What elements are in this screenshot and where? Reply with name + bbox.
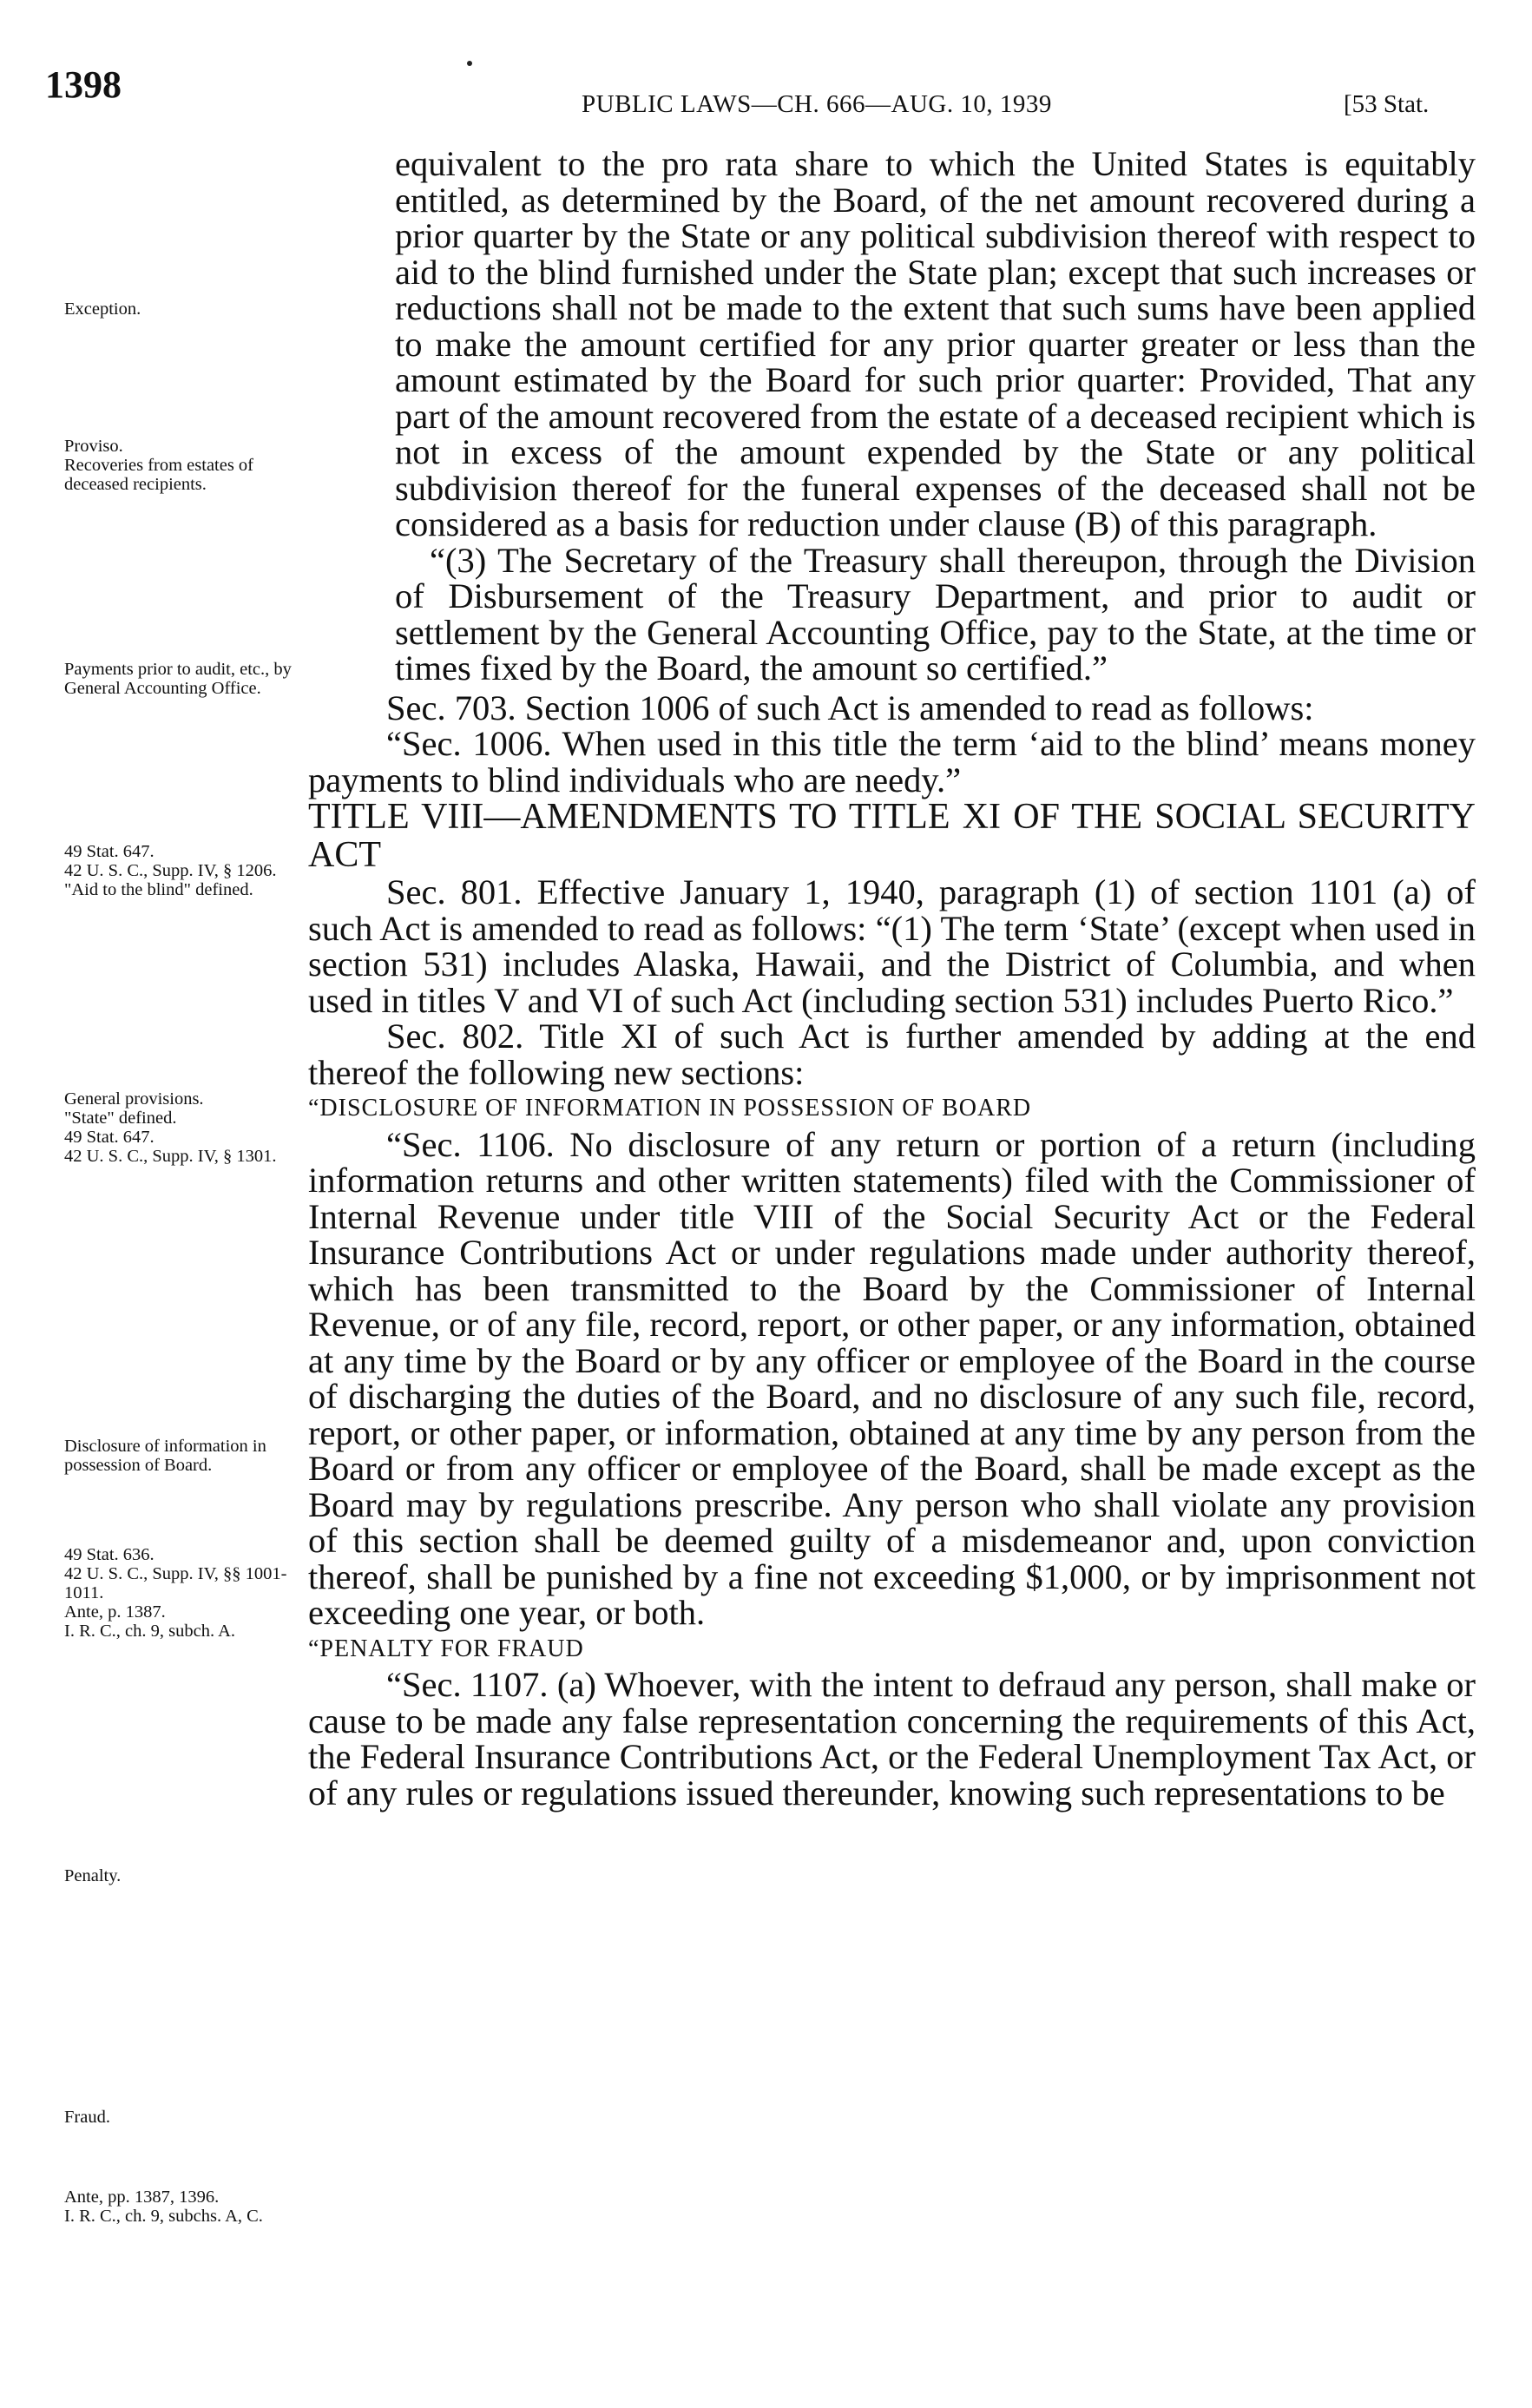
paragraph-sec-703: Sec. 703. Section 1006 of such Act is amended to read as follows: <box>386 688 1314 727</box>
main-text-column <box>308 146 1476 1811</box>
page-marker-dot <box>467 61 472 66</box>
paragraph-sec-1107: “Sec. 1107. (a) Whoever, with the intent to defraud any person, shall make or cause to be made any false representation concerning the requirements of this Act, the Federal Insurance Contributions Act, or the Federal Unemployment Tax Act, or of any rules or regulations issued thereunder, knowing such representations to be <box>308 1665 1476 1813</box>
margin-note-proviso: Proviso. Recoveries from estates of deceased recipients. <box>64 437 254 494</box>
margin-note-aid-to-blind: 49 Stat. 647. 42 U. S. C., Supp. IV, § 1206. "Aid to the blind" defined. <box>64 842 277 899</box>
subheading-disclosure: “DISCLOSURE OF INFORMATION IN POSSESSION OF BOARD <box>308 1095 1032 1122</box>
volume-reference: [53 Stat. <box>1344 90 1430 118</box>
page-number: 1398 <box>45 63 122 106</box>
paragraph-continuation: equivalent to the pro rata share to which the United States is equitably entitled, as determined by the Board, of the net amount recovered during a prior quarter by the State or any political subdivision thereof with respect to aid to the blind furnished under the State plan; except that such increases or reductions shall not be made to the extent that such sums have been applied to make the amount certified for any prior quarter greater or less than the amount estimated by the Board for such prior quarter: Provided, That any part of the amount recovered from the estate of a deceased recipient which is not in excess of the amount expended by the State or any political subdivision thereof for the funeral expenses of the deceased shall not be considered as a basis for reduction under clause (B) of this paragraph. <box>395 144 1476 543</box>
paragraph-sec-801: Sec. 801. Effective January 1, 1940, paragraph (1) of section 1101 (a) of such Act is amended to read as follows: “(1) The term ‘State’ (except when used in section 531) includes Alaska, Hawaii, and the District of Columbia, and when used in titles V and VI of such Act (including section 531) includes Puerto Rico.” <box>308 872 1476 1020</box>
paragraph-sec-1106: “Sec. 1106. No disclosure of any return or portion of a return (including information returns and other written statements) filed with the Commissioner of Internal Revenue under title VIII of the Social Security Act or the Federal Insurance Contributions Act or under regulations made under authority thereof, which has been transmitted to the Board by the Commissioner of Internal Revenue, or of any file, record, report, or other paper, or any information, obtained at any time by the Board or by any officer or employee of the Board in the course of discharging the duties of the Board, and no disclosure of any such file, record, report, or other paper, or information, obtained at any time by any person from the Board or from any officer or employee of the Board, shall be made except as the Board may by regulations prescribe. Any person who shall violate any provision of this section shall be deemed guilty of a misdemeanor and, upon conviction thereof, shall be punished by a fine not exceeding $1,000, or by imprisonment not exceeding one year, or both. <box>308 1124 1476 1632</box>
margin-note-ante: Ante, pp. 1387, 1396. I. R. C., ch. 9, subchs. A, C. <box>64 2188 263 2226</box>
margin-note-disclosure: Disclosure of information in possession of Board. <box>64 1437 266 1475</box>
margin-note-general-provisions: General provisions. "State" defined. 49 Stat. 647. 42 U. S. C., Supp. IV, § 1301. <box>64 1089 277 1166</box>
paragraph-sec-802: Sec. 802. Title XI of such Act is further amended by adding at the end thereof the following new sections: <box>308 1016 1476 1092</box>
margin-note-statutes: 49 Stat. 636. 42 U. S. C., Supp. IV, §§ 1001-1011. Ante, p. 1387. I. R. C., ch. 9, subch. A. <box>64 1545 287 1641</box>
margin-note-payments: Payments prior to audit, etc., by General Accounting Office. <box>64 660 292 698</box>
subheading-penalty-for-fraud: “PENALTY FOR FRAUD <box>308 1635 584 1662</box>
margin-note-fraud: Fraud. <box>64 2108 110 2127</box>
margin-note-exception: Exception. <box>64 299 141 319</box>
paragraph-sec-1006: “Sec. 1006. When used in this title the term ‘aid to the blind’ means money payments to blind individuals who are needy.” <box>308 724 1476 799</box>
running-head: PUBLIC LAWS—CH. 666—AUG. 10, 1939 <box>582 90 1052 118</box>
margin-note-penalty: Penalty. <box>64 1866 122 1885</box>
title-viii-heading: TITLE VIII—AMENDMENTS TO TITLE XI OF THE SOCIAL SECURITY ACT <box>308 797 1476 875</box>
paragraph-clause-3: “(3) The Secretary of the Treasury shall thereupon, through the Division of Disbursement of the Treasury Department, and prior to audit or settlement by the General Accounting Office, pay to the State, at the time or times fixed by the Board, the amount so certified.” <box>395 540 1476 688</box>
